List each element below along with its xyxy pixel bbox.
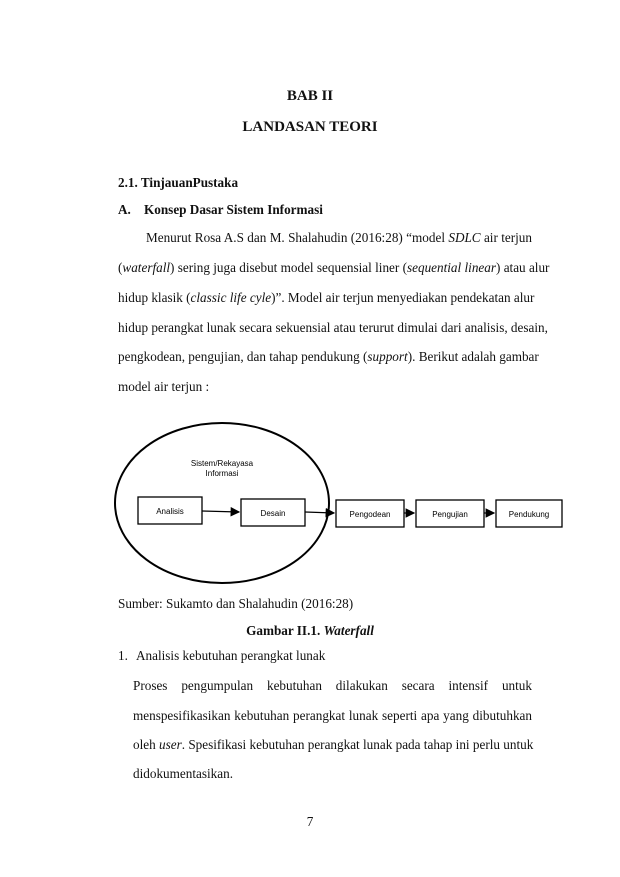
list-line: didokumentasikan.: [133, 766, 233, 781]
section-title: TinjauanPustaka: [140, 175, 239, 190]
list-line: Proses pengumpulan kebutuhan dilakukan secara intensif untuk: [133, 678, 532, 693]
section-number: 2.1.: [118, 175, 138, 190]
paragraph-line: Menurut Rosa A.S dan M. Shalahudin (2016:28) “model SDLC air terjun: [146, 230, 532, 245]
page-number: 7: [306, 814, 314, 829]
section-heading: [118, 175, 238, 191]
subsection-title: Konsep Dasar Sistem Informasi: [144, 202, 323, 217]
chapter-title: LANDASAN TEORI: [242, 119, 378, 135]
box-label: Desain: [260, 509, 286, 518]
subsection-letter: A.: [118, 202, 131, 217]
list-title: Analisis kebutuhan perangkat lunak: [136, 648, 326, 663]
figure-source: Sumber: Sukamto dan Shalahudin (2016:28): [118, 596, 354, 611]
paragraph-line: model air terjun :: [118, 379, 210, 394]
waterfall-diagram: [110, 415, 570, 595]
list-line: oleh user. Spesifikasi kebutuhan perangkat lunak pada tahap ini perlu untuk: [133, 737, 534, 752]
box-label: Pendukung: [508, 510, 550, 519]
ellipse-label: Sistem/Rekayasa: [190, 459, 254, 468]
paragraph-line: hidup perangkat lunak secara sekuensial atau terurut dimulai dari analisis, desain,: [118, 320, 548, 335]
paragraph-line: hidup klasik (classic life cyle)”. Model air terjun menyediakan pendekatan alur: [118, 290, 535, 305]
flow-arrow: [202, 511, 239, 512]
box-label: Analisis: [156, 507, 184, 516]
flow-arrow: [305, 512, 334, 513]
list-item-heading: [118, 648, 325, 664]
paragraph-line: (waterfall) sering juga disebut model sequensial liner (sequential linear) atau alur: [118, 260, 550, 275]
box-label: Pengujian: [432, 510, 468, 519]
list-line: menspesifikasikan kebutuhan perangkat lunak seperti apa yang dibutuhkan: [133, 708, 532, 723]
list-number: 1.: [118, 648, 128, 663]
figure-caption: Gambar II.1. Waterfall: [246, 623, 374, 638]
subsection-heading: [118, 202, 323, 218]
ellipse-label: Informasi: [205, 469, 239, 478]
box-label: Pengodean: [349, 510, 391, 519]
paragraph-line: pengkodean, pengujian, dan tahap pendukung (support). Berikut adalah gambar: [118, 349, 539, 364]
chapter-number: BAB II: [286, 88, 334, 104]
